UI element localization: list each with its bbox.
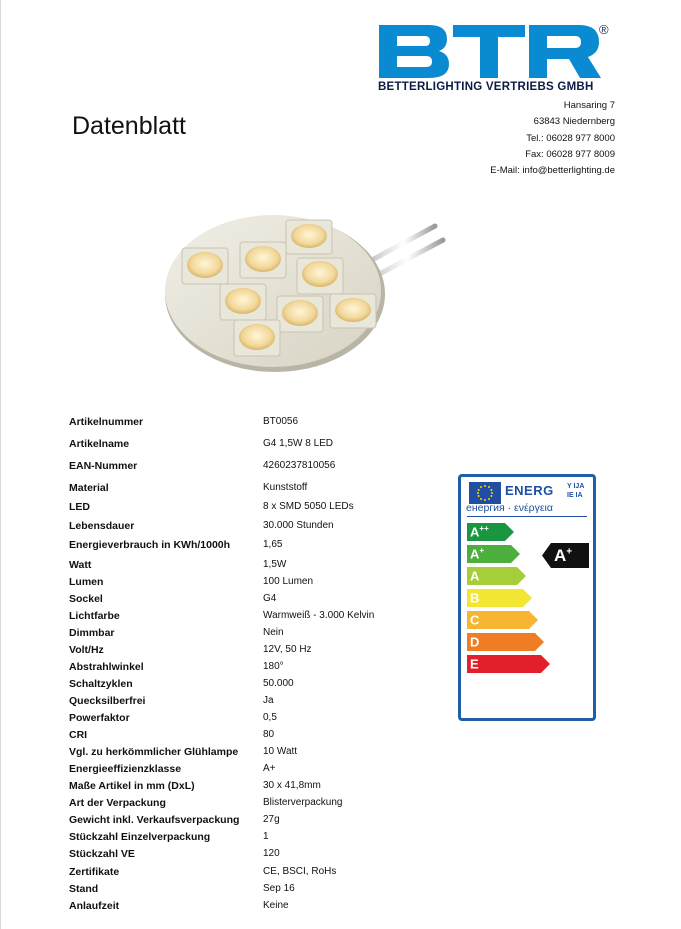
spec-row xyxy=(69,778,449,795)
spec-value: Kunststoff xyxy=(263,482,308,493)
spec-row xyxy=(69,710,449,727)
energy-class-label: D xyxy=(470,634,480,650)
energy-rating-badge xyxy=(542,543,589,568)
spec-value: Keine xyxy=(263,900,289,911)
spec-value: 8 x SMD 5050 LEDs xyxy=(263,501,354,512)
spec-label: Lichtfarbe xyxy=(69,610,120,622)
spec-value: 0,5 xyxy=(263,712,277,723)
address-email[interactable]: E-Mail: info@betterlighting.de xyxy=(490,165,615,177)
spec-label: Schaltzyklen xyxy=(69,678,133,690)
spec-row xyxy=(69,693,449,710)
spec-label: Stückzahl Einzelverpackung xyxy=(69,831,211,843)
spec-value: 50.000 xyxy=(263,678,294,689)
spec-row xyxy=(69,812,449,829)
spec-row xyxy=(69,499,449,518)
page-edge xyxy=(0,0,1,929)
spec-value: Sep 16 xyxy=(263,883,295,894)
spec-value: 120 xyxy=(263,848,280,859)
spec-label: Quecksilberfrei xyxy=(69,695,146,707)
product-image xyxy=(160,208,460,378)
energy-class-bar xyxy=(467,611,538,629)
spec-label: Energieverbrauch in KWh/1000h xyxy=(69,539,231,551)
energy-class-letter xyxy=(470,568,479,583)
energy-class-letter xyxy=(470,612,479,627)
spec-row xyxy=(69,518,449,537)
spec-value: G4 xyxy=(263,593,277,604)
spec-row xyxy=(69,414,449,436)
address-phone: Tel.: 06028 977 8000 xyxy=(526,132,615,144)
company-name: BETTERLIGHTING VERTRIEBS GMBH xyxy=(378,81,594,93)
spec-row xyxy=(69,829,449,846)
energy-class-label: C xyxy=(470,612,480,628)
spec-label: Dimmbar xyxy=(69,627,115,639)
spec-label: Vgl. zu herkömmlicher Glühlampe xyxy=(69,746,239,758)
energy-class-letter xyxy=(470,546,484,561)
spec-value: 27g xyxy=(263,814,280,825)
energy-class-bar xyxy=(467,545,520,563)
spec-value: 100 Lumen xyxy=(263,576,314,587)
energy-label xyxy=(458,474,596,721)
spec-label: Anlaufzeit xyxy=(69,900,120,912)
spec-label: Stand xyxy=(69,883,99,895)
spec-row xyxy=(69,761,449,778)
energy-class-bar xyxy=(467,567,526,585)
page-title: Datenblatt xyxy=(72,112,186,140)
spec-value: Ja xyxy=(263,695,274,706)
spec-label: Lebensdauer xyxy=(69,520,135,532)
spec-value: CE, BSCI, RoHs xyxy=(263,866,337,877)
company-logo xyxy=(377,22,617,98)
spec-row xyxy=(69,625,449,642)
energy-class-bar xyxy=(467,633,544,651)
spec-label: Powerfaktor xyxy=(69,712,130,724)
energy-class-letter xyxy=(470,656,479,671)
spec-value: Nein xyxy=(263,627,284,638)
spec-row xyxy=(69,881,449,898)
btr-logo-letters xyxy=(377,22,601,80)
spec-value: 30.000 Stunden xyxy=(263,520,334,531)
spec-label: Artikelname xyxy=(69,438,130,450)
spec-value: 12V, 50 Hz xyxy=(263,644,312,655)
spec-label: CRI xyxy=(69,729,88,741)
energy-class-letter xyxy=(470,524,489,539)
spec-row xyxy=(69,727,449,744)
spec-label: Art der Verpackung xyxy=(69,797,166,809)
registered-mark: ® xyxy=(599,22,609,37)
spec-row xyxy=(69,898,449,915)
spec-label: Stückzahl VE xyxy=(69,848,135,860)
eu-flag-icon xyxy=(469,482,501,504)
spec-value: 80 xyxy=(263,729,275,740)
energy-word: ENERG xyxy=(505,483,554,498)
spec-value: 10 Watt xyxy=(263,746,298,757)
spec-label: Volt/Hz xyxy=(69,644,104,656)
spec-row xyxy=(69,676,449,693)
spec-label: Abstrahlwinkel xyxy=(69,661,144,673)
energy-suffixes: Y IJA IE IA xyxy=(567,483,585,499)
spec-value: 180° xyxy=(263,661,284,672)
spec-row xyxy=(69,480,449,499)
spec-row xyxy=(69,537,449,557)
spec-value: Blisterverpackung xyxy=(263,797,343,808)
spec-row xyxy=(69,574,449,591)
energy-rating-letter: A xyxy=(554,546,567,565)
spec-label: Watt xyxy=(69,559,92,571)
spec-row xyxy=(69,864,449,881)
address-street: Hansaring 7 xyxy=(563,100,615,111)
spec-row xyxy=(69,795,449,812)
energy-class-letter xyxy=(470,634,479,649)
specs-table xyxy=(69,414,449,915)
energy-class-label: A xyxy=(470,524,480,540)
spec-row xyxy=(69,591,449,608)
energy-translations: енергия · ενέργεια xyxy=(466,502,553,514)
spec-label: Lumen xyxy=(69,576,104,588)
spec-value: 1 xyxy=(263,831,269,842)
energy-rating-sup: + xyxy=(566,546,573,558)
spec-label: Artikelnummer xyxy=(69,416,144,428)
spec-value: 30 x 41,8mm xyxy=(263,780,321,791)
energy-class-bar xyxy=(467,523,514,541)
energy-class-label: A xyxy=(470,568,480,584)
spec-label: Energieeffizienzklasse xyxy=(69,763,182,775)
spec-value: 1,5W xyxy=(263,559,287,570)
address-fax: Fax: 06028 977 8009 xyxy=(525,148,615,160)
energy-class-label: B xyxy=(470,590,480,606)
spec-label: EAN-Nummer xyxy=(69,460,138,472)
energy-class-bar xyxy=(467,589,532,607)
spec-label: Gewicht inkl. Verkaufsverpackung xyxy=(69,814,240,826)
spec-value: Warmweiß - 3.000 Kelvin xyxy=(263,610,375,621)
energy-class-label: A xyxy=(470,546,480,562)
spec-label: Sockel xyxy=(69,593,103,605)
spec-row xyxy=(69,659,449,676)
spec-value: BT0056 xyxy=(263,416,299,427)
energy-class-sup: ++ xyxy=(479,524,489,533)
spec-label: LED xyxy=(69,501,90,513)
spec-value: A+ xyxy=(263,763,276,774)
spec-row xyxy=(69,436,449,458)
spec-label: Maße Artikel in mm (DxL) xyxy=(69,780,195,792)
energy-class-bar xyxy=(467,655,550,673)
energy-class-sup: + xyxy=(479,546,485,555)
spec-row xyxy=(69,744,449,761)
spec-row xyxy=(69,458,449,480)
spec-row xyxy=(69,846,449,864)
spec-value: 1,65 xyxy=(263,539,283,550)
spec-label: Zertifikate xyxy=(69,866,120,878)
spec-value: G4 1,5W 8 LED xyxy=(263,438,334,449)
spec-value: 4260237810056 xyxy=(263,460,336,471)
energy-class-label: E xyxy=(470,656,479,672)
spec-label: Material xyxy=(69,482,109,494)
energy-class-letter xyxy=(470,590,479,605)
spec-row xyxy=(69,608,449,625)
company-address xyxy=(490,98,615,179)
energy-divider xyxy=(467,516,587,517)
spec-row xyxy=(69,642,449,659)
address-city: 63843 Niedernberg xyxy=(533,116,615,128)
spec-row xyxy=(69,557,449,574)
